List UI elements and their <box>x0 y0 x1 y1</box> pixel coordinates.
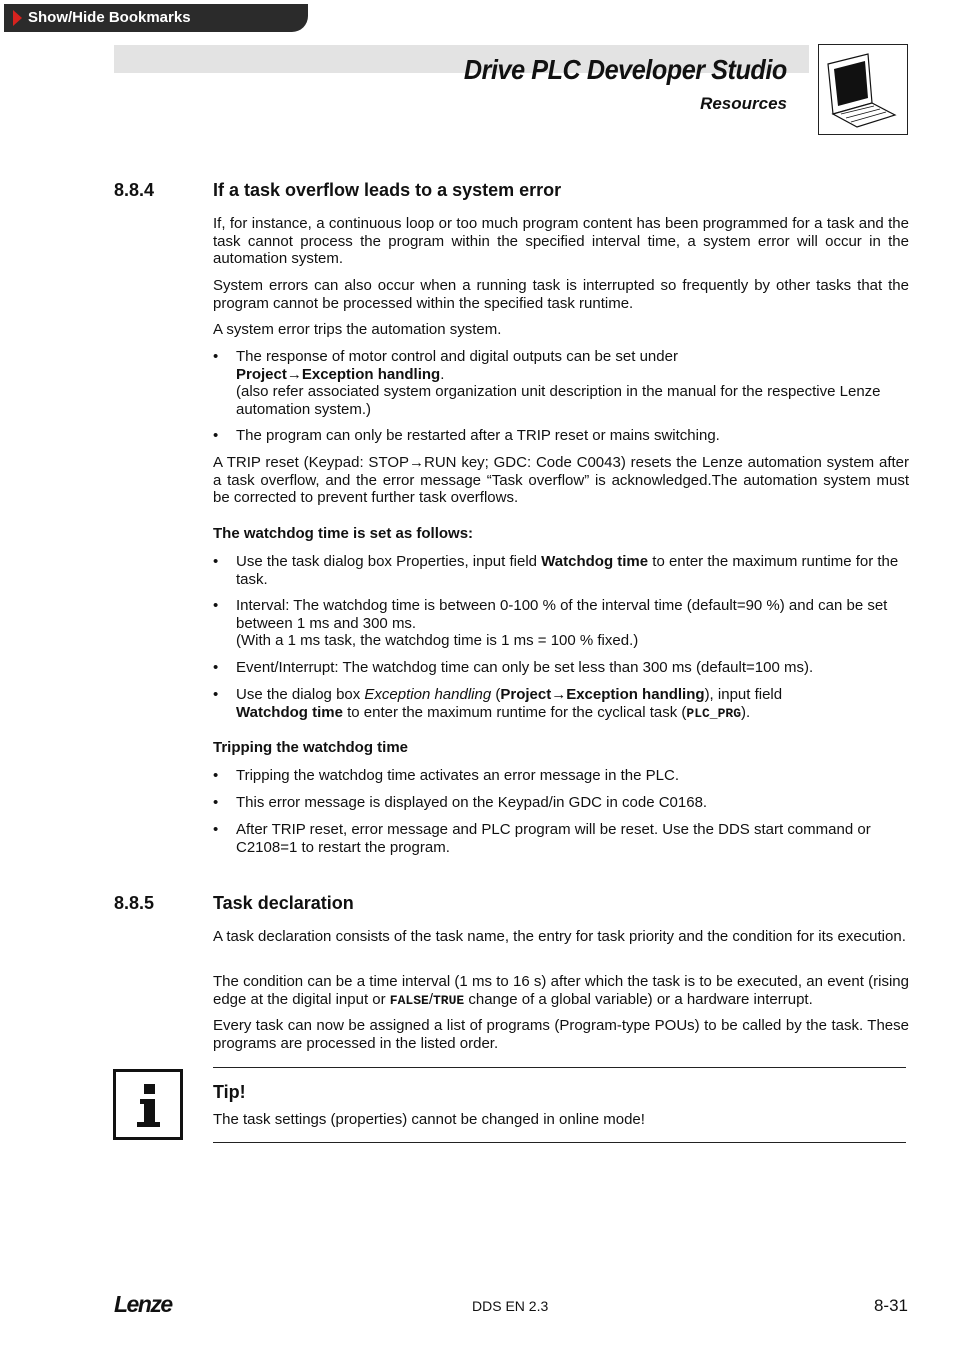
document-title: Drive PLC Developer Studio <box>464 54 787 85</box>
list-item: • Use the dialog box Exception handling (Project→Exception handling), input field Watchdog time to enter the maximum runtime for the cyclical task (PLC_PRG). <box>213 686 783 721</box>
list-item: • Event/Interrupt: The watchdog time can only be set less than 300 ms (default=100 ms). <box>213 659 814 676</box>
bullet: • <box>213 427 219 444</box>
bullet: • <box>213 686 219 703</box>
tip-text: The task settings (properties) cannot be changed in online mode! <box>213 1111 645 1128</box>
bullet: • <box>213 767 219 784</box>
paragraph: If, for instance, a continuous loop or too much program content has been programmed for a task and the task cannot process the program within the specified interval time, a system error will occur in the automation system. <box>213 215 909 268</box>
section-number: 8.8.5 <box>114 893 155 913</box>
bullet: • <box>213 348 219 365</box>
tip-title: Tip! <box>213 1082 246 1102</box>
paragraph: System errors can also occur when a running task is interrupted so frequently by other tasks that the program cannot be processed within the specified task runtime. <box>213 277 909 312</box>
section-number: 8.8.4 <box>114 180 155 200</box>
paragraph: A system error trips the automation system. <box>213 321 502 338</box>
list-item: • The response of motor control and digital outputs can be set under Project→Exception handling. (also refer associated system organization unit description in the manual for the respective Lenze automation system.) <box>213 348 881 418</box>
menu-path: Project→Exception handling <box>236 365 441 383</box>
list-item: • This error message is displayed on the Keypad/in GDC in code C0168. <box>213 794 708 811</box>
subheading: Tripping the watchdog time <box>213 739 408 756</box>
paragraph: Every task can now be assigned a list of programs (Program-type POUs) to be called by the task. These programs are processed in the listed order. <box>213 1017 909 1052</box>
bullet: • <box>213 794 219 811</box>
bullet: • <box>213 659 219 676</box>
list-item: • Use the task dialog box Properties, input field Watchdog time to enter the maximum runtime for the task. <box>213 553 899 588</box>
lenze-logo: Lenze <box>114 1291 172 1317</box>
section-title: Task declaration <box>213 893 354 913</box>
paragraph: A TRIP reset (Keypad: STOP→RUN key; GDC: Code C0043) resets the Lenze automation system after a task overflow, and the error message “Task overflow” is acknowledged.The automation system must be corrected to prevent further task overflows. <box>213 454 909 507</box>
list-item: • Interval: The watchdog time is between 0-100 % of the interval time (default=90 %) and can be set between 1 ms and 300 ms. (With a 1 ms task, the watchdog time is 1 ms = 100 % fixed.) <box>213 597 888 650</box>
page-number: 8-31 <box>873 1296 908 1315</box>
divider <box>213 1142 906 1143</box>
paragraph: The condition can be a time interval (1 ms to 16 s) after which the task is to be executed, an event (rising edge at the digital input or FALSE/TRUE change of a global variable) or a hardware interrupt. <box>213 973 909 1008</box>
show-hide-bookmarks-button[interactable] <box>4 4 308 32</box>
section-title: If a task overflow leads to a system error <box>213 180 562 200</box>
list-item: • Tripping the watchdog time activates an error message in the PLC. <box>213 767 679 784</box>
list-item: • The program can only be restarted after a TRIP reset or mains switching. <box>213 427 720 444</box>
arrow-right-icon <box>13 10 22 26</box>
paragraph: A task declaration consists of the task name, the entry for task priority and the condition for its execution. <box>213 928 906 945</box>
document-subtitle: Resources <box>700 94 787 113</box>
bullet: • <box>213 821 219 838</box>
bullet: • <box>213 553 219 570</box>
bookmarks-button-label: Show/Hide Bookmarks <box>28 9 191 26</box>
divider <box>213 1067 906 1068</box>
bullet: • <box>213 597 219 614</box>
info-icon <box>113 1069 183 1140</box>
subheading: The watchdog time is set as follows: <box>213 525 474 542</box>
list-item: • After TRIP reset, error message and PLC program will be reset. Use the DDS start command or C2108=1 to restart the program. <box>213 821 871 856</box>
laptop-icon <box>818 44 908 135</box>
document-id: DDS EN 2.3 <box>472 1298 549 1314</box>
